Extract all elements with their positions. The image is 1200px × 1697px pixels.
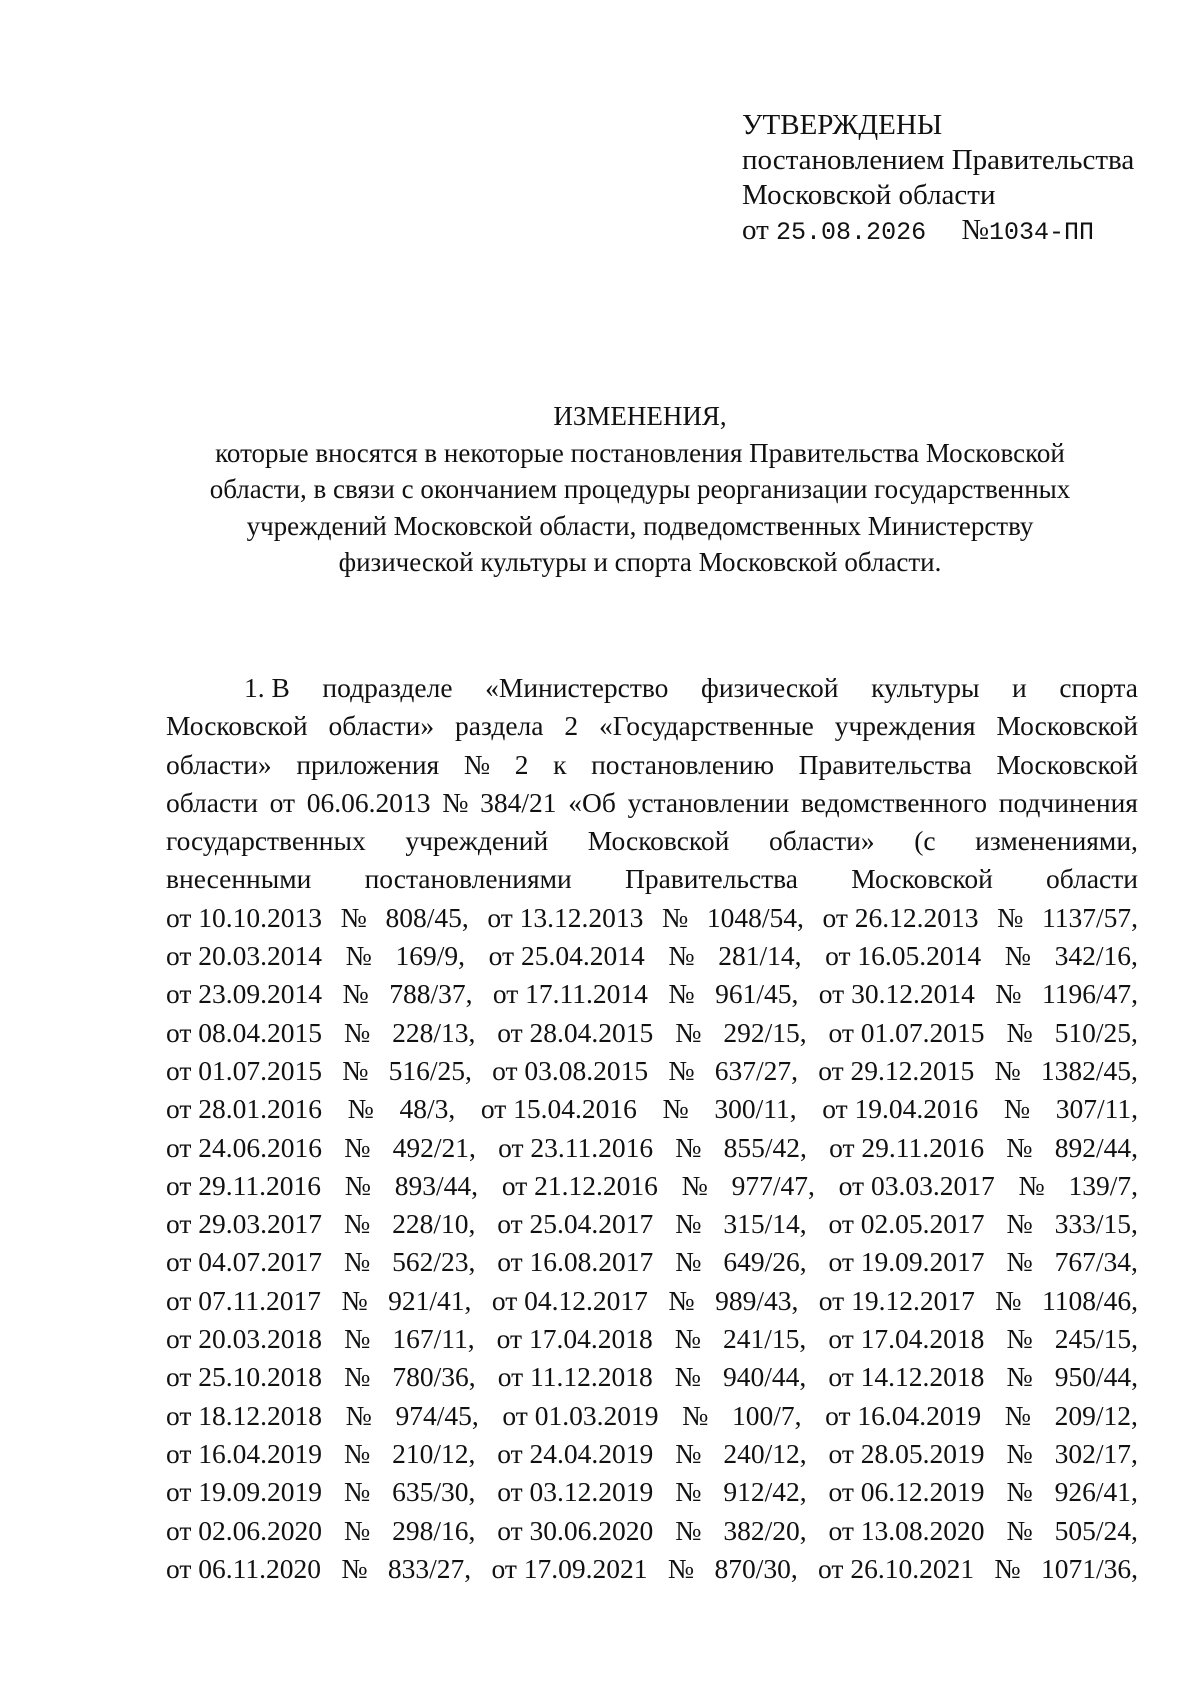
body-word: 382/20, <box>723 1514 807 1546</box>
body-word: от 20.03.2014 <box>166 940 323 972</box>
body-word: 210/12, <box>392 1437 476 1469</box>
body-word: от 08.04.2015 <box>166 1016 323 1048</box>
body-word: Правительства <box>798 748 972 780</box>
body-word: № <box>668 1054 695 1086</box>
body-word: 1108/46, <box>1041 1284 1138 1316</box>
body-word: 635/30, <box>392 1476 476 1508</box>
body-word: от 19.09.2017 <box>828 1246 985 1278</box>
body-word: № <box>345 1399 372 1431</box>
body-word: от 13.08.2020 <box>828 1514 985 1546</box>
body-word: № <box>342 1054 369 1086</box>
body-word: 06.06.2013 <box>306 786 431 818</box>
body-word: от 23.09.2014 <box>166 978 323 1010</box>
body-word: от 16.04.2019 <box>166 1437 323 1469</box>
body-word: от 23.11.2016 <box>498 1131 654 1163</box>
body-word: № <box>668 940 695 972</box>
body-word: от 02.05.2017 <box>828 1208 985 1240</box>
body-word: № <box>675 1016 702 1048</box>
body-word: 1137/57, <box>1042 901 1138 933</box>
body-word: 780/36, <box>392 1361 476 1393</box>
body-word: № <box>1006 1323 1033 1355</box>
body-word: 228/13, <box>392 1016 476 1048</box>
body-word: № <box>662 901 689 933</box>
body-word: 300/11, <box>714 1093 797 1125</box>
body-line <box>166 1014 1138 1052</box>
body-word: 492/21, <box>392 1131 476 1163</box>
body-word: № <box>345 940 372 972</box>
body-line <box>166 822 1138 860</box>
body-word: № <box>340 901 367 933</box>
body-line <box>166 1205 1138 1243</box>
body-word: от 24.06.2016 <box>166 1131 323 1163</box>
body-word: 48/3, <box>399 1093 456 1125</box>
body-word: постановлению <box>591 748 775 780</box>
approval-date-line <box>742 213 1134 250</box>
body-word: № <box>344 1169 372 1201</box>
body-word: от 13.12.2013 <box>487 901 644 933</box>
body-word: № <box>344 1361 371 1393</box>
body-word: 808/45, <box>385 901 469 933</box>
body-word: от 29.11.2016 <box>166 1169 322 1201</box>
body-line <box>166 1090 1138 1128</box>
body-word: 241/15, <box>723 1323 807 1355</box>
heading-title: ИЗМЕНЕНИЯ, <box>553 401 727 431</box>
body-line <box>166 746 1138 784</box>
body-word: № <box>995 978 1022 1010</box>
body-word: 1196/47, <box>1041 978 1138 1010</box>
body-word: № <box>343 1476 371 1508</box>
body-line <box>166 1167 1138 1205</box>
body-word: 649/26, <box>723 1246 807 1278</box>
body-word: от 24.04.2019 <box>497 1437 654 1469</box>
body-line <box>166 1129 1138 1167</box>
body-line <box>166 860 1138 898</box>
body-word: от 04.07.2017 <box>166 1246 323 1278</box>
approval-stamp <box>742 108 1134 250</box>
body-word: Московской <box>996 748 1138 780</box>
body-word: области» <box>166 748 272 780</box>
heading-line: которые вносятся в некоторые постановления Правительства Московской <box>215 437 1065 468</box>
body-word: 2 <box>514 748 529 780</box>
body-word: от 19.09.2019 <box>166 1476 323 1508</box>
body-word: от 07.11.2017 <box>166 1284 322 1316</box>
body-line <box>166 1052 1138 1090</box>
body-word: № <box>1003 1093 1031 1125</box>
body-word: от 11.12.2018 <box>497 1361 653 1393</box>
body-word: от 19.04.2016 <box>822 1093 979 1125</box>
body-word: 302/17, <box>1054 1437 1138 1469</box>
body-word: № <box>1006 1514 1033 1546</box>
body-word: 281/14, <box>718 940 802 972</box>
body-word: от 29.12.2015 <box>818 1054 975 1086</box>
body-word: 767/34, <box>1054 1246 1138 1278</box>
body-word: № <box>344 1131 371 1163</box>
body-word: № <box>1006 1361 1033 1393</box>
body-word: № <box>1004 1399 1031 1431</box>
body-word: 637/27, <box>714 1054 799 1086</box>
body-word: № <box>342 978 369 1010</box>
body-word: от 17.09.2021 <box>491 1552 648 1584</box>
body-word: 1071/36, <box>1040 1552 1138 1584</box>
body-word: и <box>1012 672 1027 703</box>
body-word: № <box>997 901 1024 933</box>
body-word: от 06.11.2020 <box>166 1552 322 1584</box>
body-line <box>166 784 1138 822</box>
approval-number: 1034-ПП <box>989 218 1095 247</box>
body-line <box>166 669 1138 707</box>
body-word: 240/12, <box>723 1437 807 1469</box>
body-word: 893/44, <box>394 1169 479 1201</box>
body-word: от 06.12.2019 <box>828 1476 985 1508</box>
body-word: области <box>166 786 258 818</box>
body-word: 510/25, <box>1054 1016 1138 1048</box>
body-word: № <box>1006 1246 1033 1278</box>
body-word: раздела <box>455 710 544 742</box>
number-prefix: № <box>961 214 989 246</box>
body-word: к <box>553 748 567 780</box>
body-word: № <box>674 1323 701 1355</box>
body-word: от 14.12.2018 <box>828 1361 985 1393</box>
body-word: № <box>341 1552 368 1584</box>
body-word: № <box>668 1284 695 1316</box>
body-word: 1048/54, <box>706 901 804 933</box>
body-word: 912/42, <box>723 1476 807 1508</box>
body-word: области <box>1046 863 1138 895</box>
body-word: № <box>343 1016 371 1048</box>
body-word: области» <box>328 710 435 742</box>
body-word: № <box>343 1208 371 1240</box>
body-word: 989/43, <box>715 1284 799 1316</box>
body-word: 245/15, <box>1054 1323 1138 1355</box>
body-word: 977/47, <box>731 1169 815 1201</box>
body-word: от 16.04.2019 <box>825 1399 982 1431</box>
body-word: от 16.05.2014 <box>825 940 982 972</box>
body-word: установлении <box>627 786 790 818</box>
body-word: № <box>1006 1016 1033 1048</box>
body-word: от 26.12.2013 <box>822 901 979 933</box>
body-word: № <box>668 978 695 1010</box>
body-word: от 18.12.2018 <box>166 1399 323 1431</box>
body-word: 298/16, <box>392 1514 476 1546</box>
body-word: 921/41, <box>388 1284 472 1316</box>
body-word: от 26.10.2021 <box>818 1552 975 1584</box>
body-word: № <box>675 1437 702 1469</box>
body-word: от 19.12.2017 <box>818 1284 975 1316</box>
body-word: 505/24, <box>1054 1514 1138 1546</box>
body-word: № <box>341 1284 368 1316</box>
body-word: государственных <box>166 825 366 857</box>
body-word: 292/15, <box>723 1016 807 1048</box>
body-word: 342/16, <box>1054 940 1138 972</box>
body-word: 209/12, <box>1054 1399 1138 1431</box>
body-word: от 25.04.2014 <box>488 940 645 972</box>
body-word: № <box>442 786 469 818</box>
body-word: учреждения <box>834 710 976 742</box>
body-line <box>166 1397 1138 1435</box>
body-word: от 03.03.2017 <box>838 1169 995 1201</box>
body-word: Московской <box>996 710 1138 742</box>
body-word: № <box>675 1514 702 1546</box>
body-word: Правительства <box>624 863 799 895</box>
body-word: 100/7, <box>731 1399 802 1431</box>
body-word: от 01.07.2015 <box>166 1054 323 1086</box>
body-word: от 17.11.2014 <box>492 978 648 1010</box>
body-word: постановлениями <box>364 863 572 895</box>
body-word: области» <box>768 825 875 857</box>
body-line <box>166 899 1138 937</box>
body-word: от 10.10.2013 <box>166 901 323 933</box>
body-line <box>166 1282 1138 1320</box>
body-word: от 01.07.2015 <box>828 1016 985 1048</box>
body-word: № <box>344 1323 371 1355</box>
heading-line: области, в связи с окончанием процедуры реорганизации государственных <box>209 474 1071 504</box>
body-word: № <box>1006 1131 1033 1163</box>
body-word: № <box>1006 1476 1033 1508</box>
body-word: № <box>675 1208 702 1240</box>
body-word: от 17.04.2018 <box>828 1323 985 1355</box>
body-word: № <box>682 1399 709 1431</box>
body-word: от 28.05.2019 <box>828 1437 985 1469</box>
body-word: «Об <box>568 786 616 818</box>
body-word: «Государственные <box>598 710 814 742</box>
body-word: подчинения <box>998 786 1138 818</box>
body-word: от <box>269 786 296 818</box>
body-word: № <box>675 1476 702 1508</box>
body-word: 562/23, <box>392 1246 476 1278</box>
body-word: 855/42, <box>723 1131 807 1163</box>
body-word: спорта <box>1059 672 1138 703</box>
body-word: № <box>681 1169 708 1201</box>
body-word: Московской <box>851 863 993 895</box>
body-word: № <box>463 748 491 780</box>
heading-line: учреждений Московской области, подведомственных Министерству <box>246 510 1034 541</box>
body-word: «Министерство <box>485 672 669 703</box>
body-word: от 03.12.2019 <box>497 1476 654 1508</box>
body-line <box>166 1358 1138 1396</box>
body-word: 1. В <box>244 672 290 703</box>
body-word: от 20.03.2018 <box>166 1323 323 1355</box>
body-word: от 29.03.2017 <box>166 1208 323 1240</box>
body-word: от 25.04.2017 <box>497 1208 654 1240</box>
body-word: № <box>994 1552 1021 1584</box>
body-word: (с <box>914 825 936 857</box>
body-word: 950/44, <box>1054 1361 1138 1393</box>
body-word: 139/7, <box>1068 1169 1138 1201</box>
body-line <box>166 975 1138 1013</box>
body-word: № <box>1018 1169 1045 1201</box>
body-word: 516/25, <box>388 1054 472 1086</box>
approval-line: постановлением Правительства <box>742 144 1135 176</box>
body-line <box>166 707 1138 745</box>
body-word: от 04.12.2017 <box>491 1284 648 1316</box>
body-word: от 28.01.2016 <box>166 1093 323 1125</box>
body-word: № <box>674 1361 701 1393</box>
body-word: от 02.06.2020 <box>166 1514 323 1546</box>
approval-date: 25.08.2026 <box>776 218 927 247</box>
body-word: № <box>1006 1437 1033 1469</box>
body-word: 926/41, <box>1054 1476 1138 1508</box>
body-word: 892/44, <box>1054 1131 1138 1163</box>
body-word: 307/11, <box>1055 1093 1138 1125</box>
body-word: от 30.12.2014 <box>818 978 975 1010</box>
body-word: Московской <box>587 825 730 857</box>
document-heading <box>190 398 1090 581</box>
body-word: от 03.08.2015 <box>492 1054 649 1086</box>
body-word: от 16.08.2017 <box>497 1246 654 1278</box>
body-word: от 15.04.2016 <box>480 1093 637 1125</box>
body-word: № <box>347 1093 374 1125</box>
body-word: № <box>343 1437 371 1469</box>
approval-title: УТВЕРЖДЕНЫ <box>742 109 943 141</box>
body-word: от 25.10.2018 <box>166 1361 323 1393</box>
body-word: 961/45, <box>715 978 799 1010</box>
body-word: 870/30, <box>714 1552 798 1584</box>
body-line <box>166 1320 1138 1358</box>
body-word: учреждений <box>405 825 549 857</box>
body-word: 167/11, <box>392 1323 475 1355</box>
body-line <box>166 1473 1138 1511</box>
body-word: 169/9, <box>395 940 466 972</box>
heading-line: физической культуры и спорта Московской области. <box>338 547 942 577</box>
body-word: приложения <box>296 748 440 780</box>
body-word: № <box>675 1131 702 1163</box>
body-word: Московской <box>166 710 308 742</box>
date-prefix: от <box>742 214 769 246</box>
body-line <box>166 1512 1138 1550</box>
body-word: 833/27, <box>387 1552 472 1584</box>
body-word: № <box>994 1054 1021 1086</box>
body-word: № <box>667 1552 695 1584</box>
body-word: физической <box>701 672 839 703</box>
body-line <box>166 1550 1138 1588</box>
body-word: от 29.11.2016 <box>829 1131 985 1163</box>
body-word: 384/21 <box>480 786 557 818</box>
body-word: 940/44, <box>723 1361 807 1393</box>
body-word: № <box>995 1284 1022 1316</box>
document-body <box>166 669 1138 1588</box>
body-word: ведомственного <box>800 786 988 818</box>
body-word: № <box>675 1246 702 1278</box>
body-word: № <box>343 1246 371 1278</box>
body-word: от 01.03.2019 <box>502 1399 659 1431</box>
body-word: 788/37, <box>389 978 473 1010</box>
body-word: культуры <box>871 672 980 703</box>
body-word: 974/45, <box>395 1399 479 1431</box>
body-word: 228/10, <box>392 1208 476 1240</box>
body-word: 1382/45, <box>1040 1054 1138 1086</box>
body-word: от 17.04.2018 <box>496 1323 653 1355</box>
body-line <box>166 937 1138 975</box>
body-word: внесенными <box>166 863 312 895</box>
body-word: 2 <box>564 710 579 742</box>
body-word: № <box>343 1514 371 1546</box>
body-word: от 21.12.2016 <box>501 1169 658 1201</box>
body-word: 333/15, <box>1054 1208 1138 1240</box>
body-word: от 28.04.2015 <box>497 1016 654 1048</box>
body-word: от 30.06.2020 <box>497 1514 654 1546</box>
body-word: изменениями, <box>975 825 1138 857</box>
body-word: 315/14, <box>723 1208 807 1240</box>
body-word: № <box>662 1093 689 1125</box>
body-line <box>166 1435 1138 1473</box>
body-word: подразделе <box>322 672 453 703</box>
body-word: № <box>1006 1208 1033 1240</box>
approval-line: Московской области <box>742 179 996 211</box>
body-word: № <box>1004 940 1031 972</box>
body-line <box>166 1243 1138 1281</box>
